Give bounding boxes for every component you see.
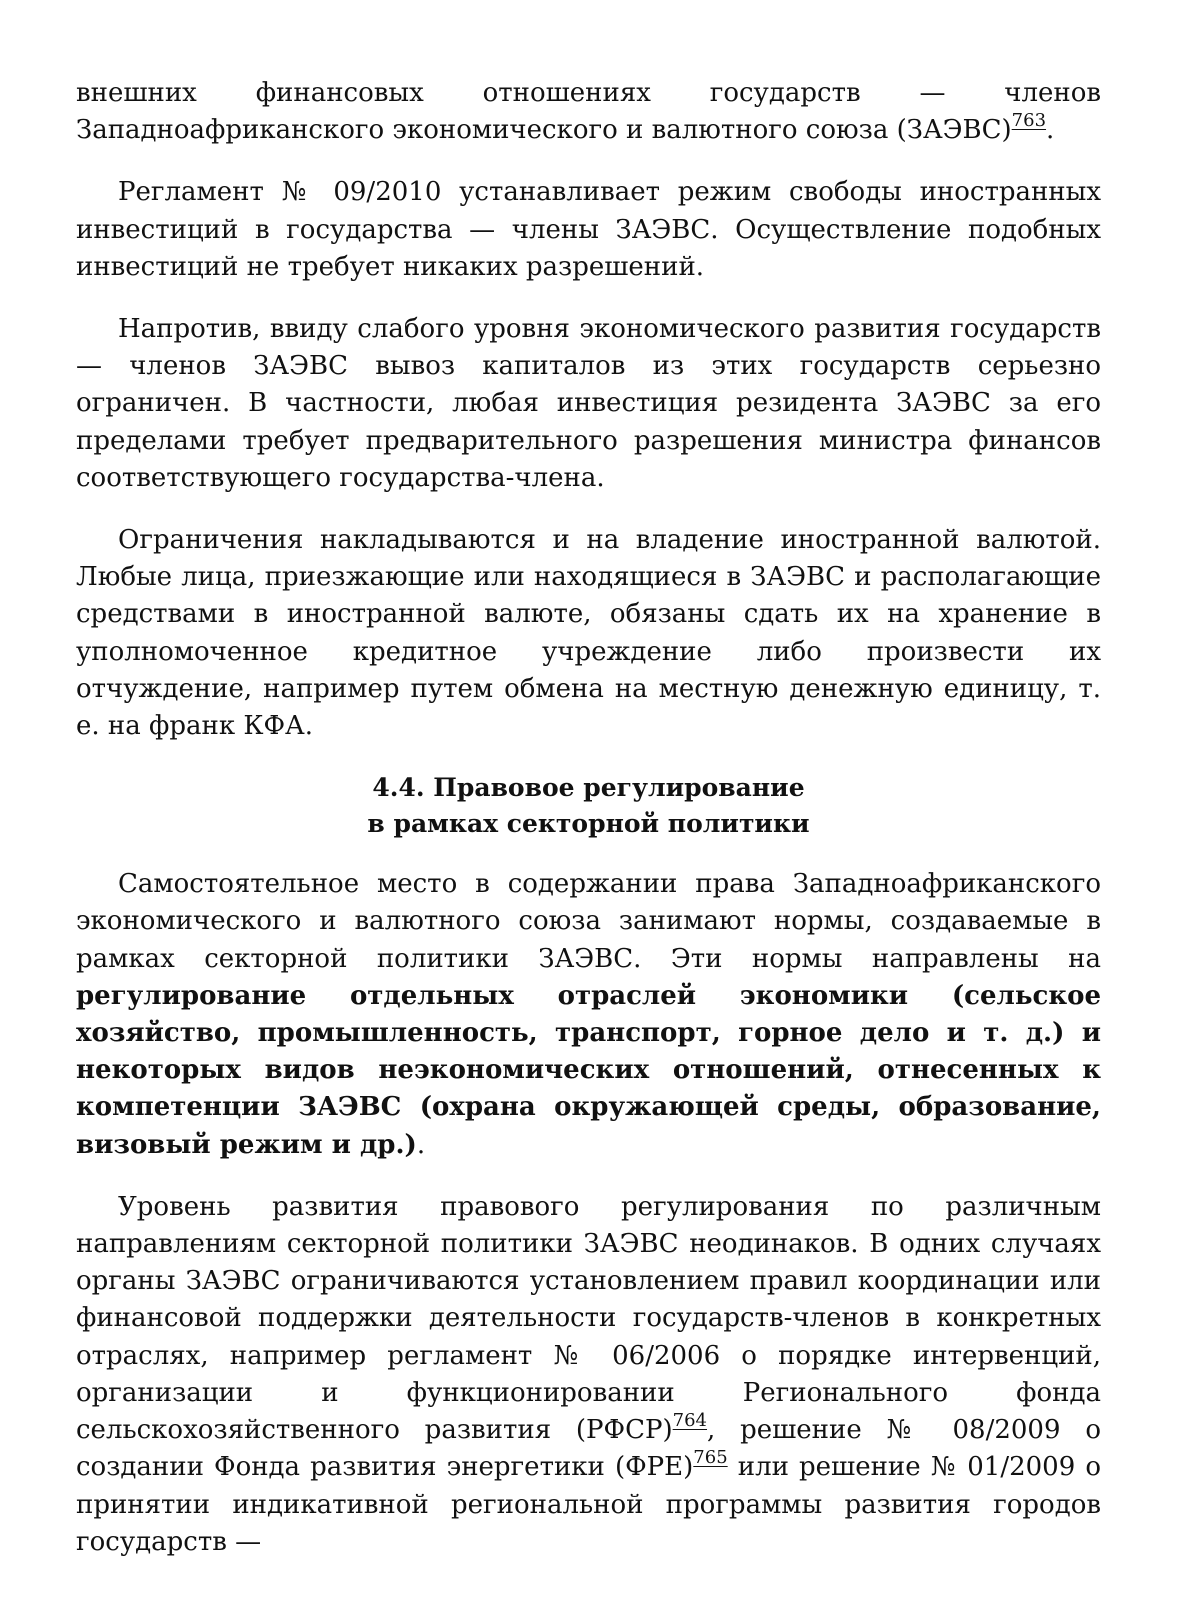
paragraph-text: Ограничения накладываются и на владение иностранной валютой. Любые лица, приезжающие или находящиеся в ЗАЭВС и располагающие средствами в иностранной валюте, обязаны сдать их на хранение в уполномоченное кредитное учреждение либо произвести их отчуждение, например путем обмена на местную денежную единицу, т. е. на франк КФА. xyxy=(76,525,1101,742)
paragraph-continued xyxy=(76,75,1101,149)
paragraph-investment-freedom xyxy=(76,174,1101,286)
paragraph-bold-text: регулирование отдельных отраслей экономики (сельское хозяйство, промышленность, транспорт, горное дело и т. д.) и некоторых видов неэкономических отношений, отнесенных к компетенции ЗАЭВС (охрана окружающей среды, образование, визовый режим и др.) xyxy=(76,980,1101,1160)
paragraph-text-end: или решение № 01/2009 о принятии индикативной региональной программы развития городов государств — xyxy=(76,1452,1101,1557)
paragraph-text-middle: , решение № 08/2009 о создании Фонда развития энергетики (ФРЕ) xyxy=(76,1415,1101,1483)
paragraph-text: Самостоятельное место в содержании права Западноафриканского экономического и валютного союза занимают нормы, создаваемые в рамках секторной политики ЗАЭВС. Эти нормы направлены на xyxy=(76,869,1101,974)
paragraph-currency-restrictions xyxy=(76,522,1101,745)
paragraph-text-end: . xyxy=(1046,115,1055,146)
paragraph-text-end: . xyxy=(416,1129,426,1160)
section-heading xyxy=(76,770,1101,842)
section-heading-line-1: 4.4. Правовое регулирование xyxy=(372,773,805,803)
paragraph-text: Напротив, ввиду слабого уровня экономического развития государств — членов ЗАЭВС вывоз капиталов из этих государств серьезно ограничен. В частности, любая инвестиция резидента ЗАЭВС за его пределами требует предварительного разрешения министра финансов соответствующего государства-члена. xyxy=(76,314,1101,493)
paragraph-sector-policy xyxy=(76,866,1101,1164)
section-heading-line-2: в рамках секторной политики xyxy=(367,809,810,839)
footnote-link-763[interactable]: 763 xyxy=(1011,110,1047,132)
document-page xyxy=(76,75,1101,1561)
paragraph-capital-export xyxy=(76,311,1101,497)
footnote-link-764[interactable]: 764 xyxy=(672,1410,708,1432)
paragraph-text: внешних финансовых отношениях государств — членов Западноафриканского экономического и валютного союза (ЗАЭВС) xyxy=(76,78,1101,146)
paragraph-regulation-level xyxy=(76,1189,1101,1561)
footnote-link-765[interactable]: 765 xyxy=(693,1447,728,1469)
paragraph-text: Регламент № 09/2010 устанавливает режим свободы иностранных инвестиций в государства — члены ЗАЭВС. Осуществление подобных инвестиций не требует никаких разрешений. xyxy=(76,177,1101,282)
paragraph-text: Уровень развития правового регулирования по различным направлениям секторной политики ЗАЭВС неодинаков. В одних случаях органы ЗАЭВС ограничиваются установлением правил координации или финансовой поддержки деятельности государств-членов в конкретных отраслях, например регламент № 06/2006 о порядке интервенций, организации и функционировании Регионального фонда сельскохозяйственного развития (РФСР) xyxy=(76,1191,1101,1446)
